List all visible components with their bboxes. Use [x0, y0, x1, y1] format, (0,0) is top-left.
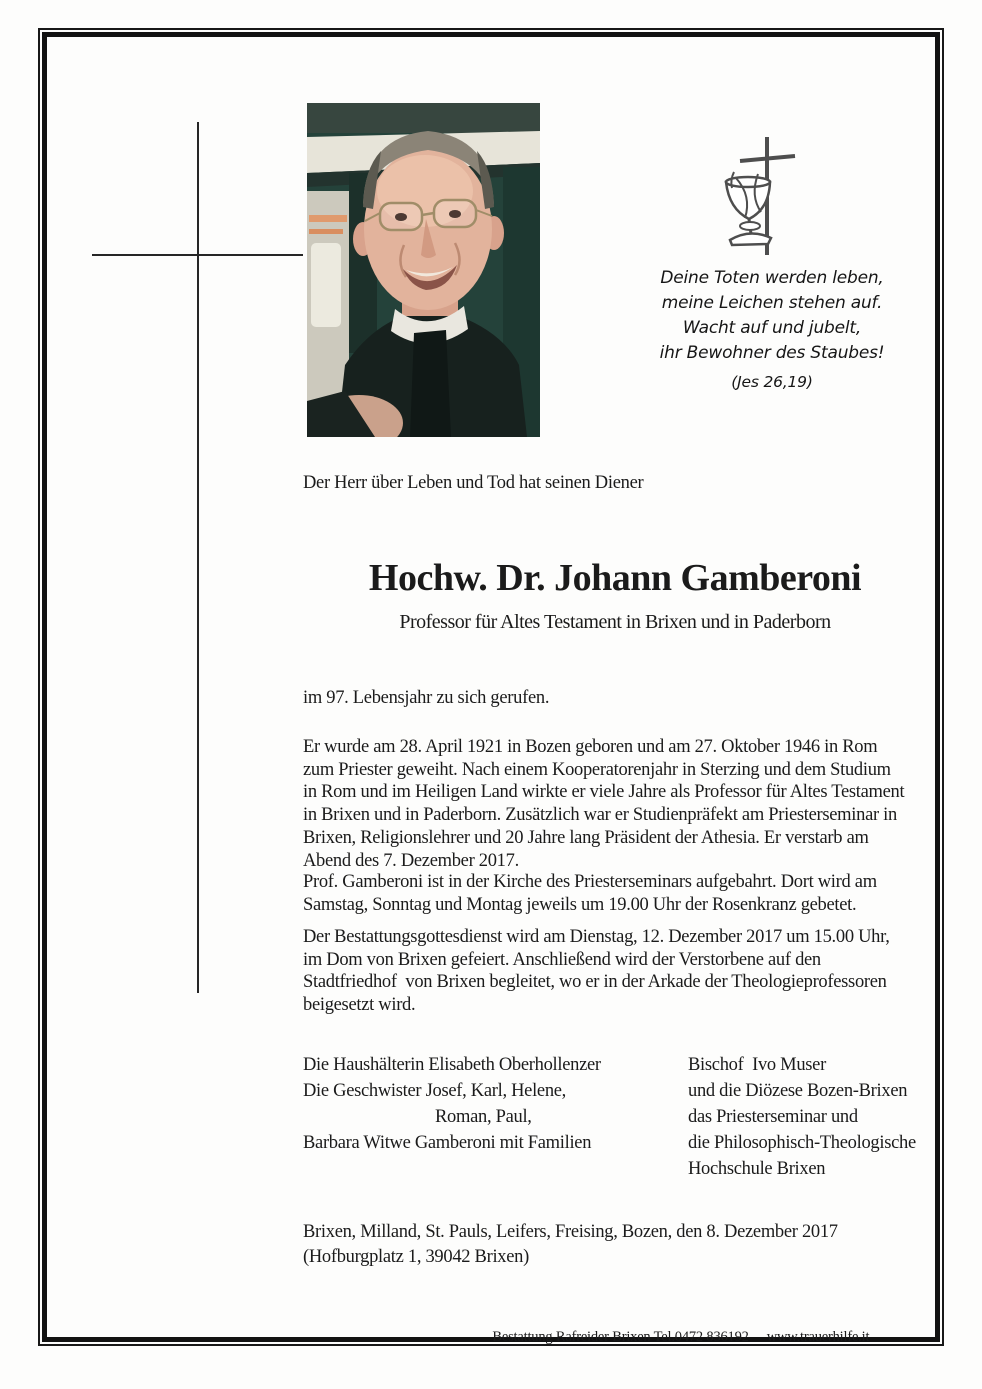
text-line: Bischof Ivo Muser [688, 1055, 826, 1075]
cross-chalice-icon [720, 134, 814, 258]
text-line: meine Leichen stehen auf. [661, 293, 883, 313]
deceased-role: Professor für Altes Testament in Brixen und in Paderborn [399, 611, 831, 633]
scripture-reference: (Jes 26,19) [731, 373, 813, 391]
text-line: Brixen, Milland, St. Pauls, Leifers, Freising, Bozen, den 8. Dezember 2017 [303, 1222, 838, 1242]
text-line: Hochschule Brixen [688, 1159, 826, 1179]
funeral-home-name: Bestattung Rafreider Brixen Tel.0472 836192 [492, 1329, 749, 1345]
text-line: in Brixen und in Paderborn. Zusätzlich war er Studienpräfekt am Priesterseminar in [303, 805, 897, 826]
text-line: Die Geschwister Josef, Karl, Helene, [303, 1081, 567, 1101]
text-line: die Philosophisch-Theologische [688, 1133, 916, 1153]
intro-line: Der Herr über Leben und Tod hat seinen Diener [303, 473, 644, 493]
text-line: in Rom und im Heiligen Land wirkte er viele Jahre als Professor für Altes Testament [303, 782, 905, 803]
portrait-photo-illustration [307, 103, 540, 437]
dateline [303, 1220, 838, 1269]
text-line: Stadtfriedhof von Brixen begleitet, wo er in der Arkade der Theologieprofessoren [303, 972, 887, 993]
mourners-left [303, 1052, 683, 1156]
deceased-name-block [308, 556, 922, 634]
text-line: Der Bestattungsgottesdienst wird am Dienstag, 12. Dezember 2017 um 15.00 Uhr, [303, 927, 890, 947]
obituary-paragraph-2 [303, 871, 943, 916]
website-text: www.trauerhilfe.it [766, 1329, 870, 1345]
text-line: beigesetzt wird. [303, 995, 416, 1016]
text-line: Wacht auf und jubelt, [682, 318, 862, 338]
text-line: Samstag, Sonntag und Montag jeweils um 19.00 Uhr der Rosenkranz gebetet. [303, 894, 857, 915]
text-line: Deine Toten werden leben, [660, 268, 884, 288]
text-line: Er wurde am 28. April 1921 in Bozen geboren und am 27. Oktober 1946 in Rom [303, 737, 878, 757]
scripture-lines [622, 266, 922, 366]
obituary-paragraph-3 [303, 926, 943, 1017]
text-line: Abend des 7. Dezember 2017. [303, 850, 519, 871]
text-line: Barbara Witwe Gamberoni mit Familien [303, 1133, 592, 1153]
obituary-paragraph-1 [303, 736, 943, 872]
memorial-cross-icon [197, 122, 199, 993]
text-line: (Hofburgplatz 1, 39042 Brixen) [303, 1246, 529, 1267]
portrait-photo [307, 103, 540, 437]
text-line: Brixen, Religionslehrer und 20 Jahre lang Präsident der Athesia. Er verstarb am [303, 827, 869, 848]
print-footer [394, 1312, 954, 1363]
text-line: Die Haushälterin Elisabeth Oberhollenzer [303, 1055, 601, 1075]
scripture-quote [622, 266, 922, 395]
text-line: Roman, Paul, [435, 1107, 532, 1127]
memorial-cross-icon [92, 254, 303, 256]
text-line: das Priesterseminar und [688, 1107, 858, 1127]
text-line: Prof. Gamberoni ist in der Kirche des Priesterseminars aufgebahrt. Dort wird am [303, 872, 877, 892]
text-line: zum Priester geweiht. Nach einem Kooperatorenjahr in Sterzing und dem Studium [303, 759, 891, 780]
deceased-name: Hochw. Dr. Johann Gamberoni [368, 557, 862, 599]
text-line: im Dom von Brixen gefeiert. Anschließend wird der Verstorbene auf den [303, 949, 821, 970]
age-line: im 97. Lebensjahr zu sich gerufen. [303, 688, 550, 708]
text-line: ihr Bewohner des Staubes! [659, 343, 885, 363]
text-line: und die Diözese Bozen-Brixen [688, 1081, 908, 1101]
mourners-right [688, 1052, 948, 1182]
